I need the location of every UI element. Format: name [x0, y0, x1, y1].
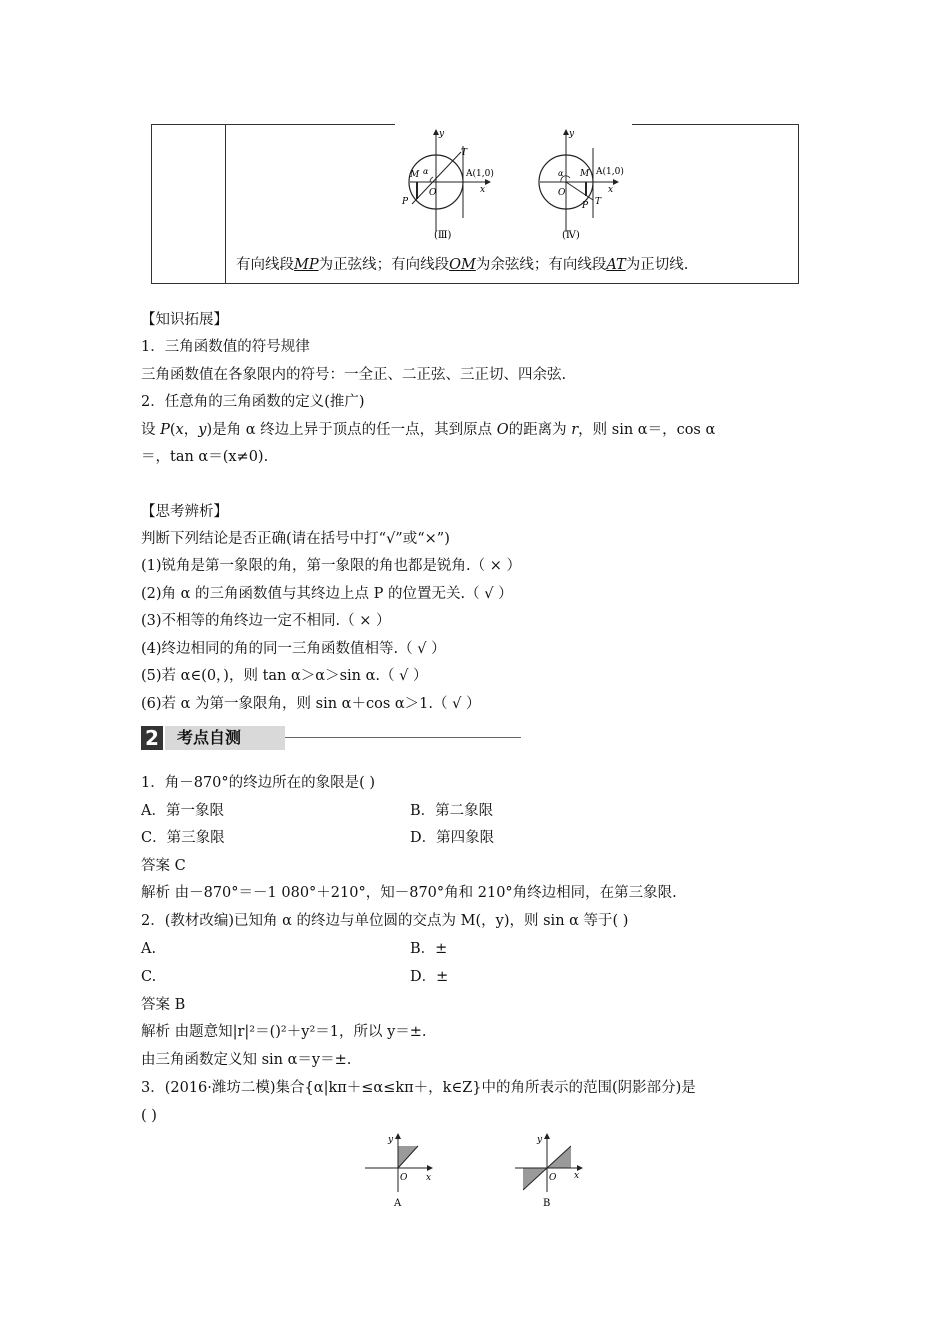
- q3-stem: 3．(2016·潍坊二模)集合{α|kπ＋≤α≤kπ＋，k∈Z}中的角所表示的范围(阴影部分)是: [141, 1080, 696, 1096]
- label-alpha: α: [558, 169, 564, 178]
- label-x: x: [608, 185, 614, 195]
- trig-line-definition: 有向线段MP为正弦线；有向线段OM为余弦线；有向线段AT为正切线.: [236, 257, 689, 273]
- label-T: T: [461, 148, 468, 158]
- section-rule: [285, 737, 521, 738]
- q2-explanation-1: 解析 由题意知|r|²＝()²＋y²＝1，所以 y＝±.: [141, 1024, 427, 1040]
- unit-circle-figures: [390, 126, 640, 244]
- ext-line-5: ＝，tan α＝(x≠0).: [141, 449, 269, 465]
- label-O: O: [558, 188, 566, 198]
- axis-x-label: x: [574, 1171, 580, 1181]
- label-A: A(1,0): [466, 169, 494, 179]
- q1-option-d: D．第四象限: [410, 830, 495, 846]
- axis-y-label: y: [388, 1135, 394, 1145]
- axis-y-label: y: [537, 1135, 543, 1145]
- section-title: 考点自测: [165, 726, 285, 750]
- q2-option-c: C.: [141, 969, 157, 985]
- q2-explanation-2: 由三角函数定义知 sin α＝y＝±.: [141, 1052, 352, 1068]
- think-item: (2)角 α 的三角函数值与其终边上点 P 的位置无关.（ √ ）: [141, 586, 513, 602]
- think-item: (5)若 α∈(0，)，则 tan α＞α＞sin α.（ √ ）: [141, 668, 428, 684]
- q1-answer: 答案 C: [141, 858, 186, 874]
- think-intro: 判断下列结论是否正确(请在括号中打“√”或“×”): [141, 531, 450, 547]
- q3-figure-a: [365, 1134, 432, 1209]
- think-heading: 【思考辨析】: [141, 504, 228, 520]
- section-number: 2: [141, 726, 163, 750]
- axis-x-label: x: [426, 1173, 432, 1183]
- table-border: [151, 124, 152, 284]
- table-border: [798, 124, 799, 284]
- figure-3-caption: (Ⅲ): [434, 230, 452, 241]
- label-M: M: [410, 170, 420, 180]
- q1-option-b: B．第二象限: [410, 803, 494, 819]
- ext-line-1: 1．三角函数值的符号规律: [141, 339, 310, 355]
- label-y: y: [569, 129, 575, 139]
- table-border: [151, 124, 395, 125]
- q1-explanation: 解析 由－870°＝－1 080°＋210°，知－870°角和 210°角终边相同，在第三象限.: [141, 885, 677, 901]
- q1-option-a: A．第一象限: [141, 803, 224, 819]
- table-border: [151, 283, 799, 284]
- axis-origin-label: O: [400, 1173, 408, 1183]
- q2-option-a: A.: [141, 941, 157, 957]
- label-A: A(1,0): [596, 167, 624, 177]
- think-item: (1)锐角是第一象限的角，第一象限的角也都是锐角.（ × ）: [141, 558, 522, 574]
- ext-heading: 【知识拓展】: [141, 312, 228, 328]
- label-alpha: α: [423, 167, 429, 176]
- label-T: T: [595, 197, 602, 207]
- q2-option-d: D．±: [410, 969, 449, 985]
- think-item: (3)不相等的角终边一定不相同.（ × ）: [141, 613, 391, 629]
- unit-circle-figure-3: [401, 129, 494, 241]
- think-item: (4)终边相同的角的同一三角函数值相等.（ √ ）: [141, 641, 446, 657]
- table-border: [632, 124, 799, 125]
- q3-figure-b: [515, 1134, 582, 1209]
- ext-line-4: 设 P(x，y)是角 α 终边上异于顶点的任一点，其到原点 O的距离为 r，则 sin α＝，cos α: [141, 422, 716, 438]
- q3-option-figures: [360, 1128, 590, 1212]
- think-item: (6)若 α 为第一象限角，则 sin α＋cos α＞1.（ √ ）: [141, 696, 481, 712]
- label-x: x: [480, 185, 486, 195]
- q3-paren: ( ): [141, 1108, 157, 1124]
- q2-stem: 2．(教材改编)已知角 α 的终边与单位圆的交点为 M(，y)，则 sin α 等于( ): [141, 913, 629, 929]
- q2-answer: 答案 B: [141, 997, 186, 1013]
- q1-option-c: C．第三象限: [141, 830, 225, 846]
- label-M: M: [580, 169, 590, 179]
- table-border: [225, 124, 226, 284]
- label-P: P: [402, 197, 409, 207]
- label-O: O: [429, 188, 437, 198]
- label-y: y: [439, 129, 445, 139]
- q1-stem: 1．角－870°的终边所在的象限是( ): [141, 775, 376, 791]
- label-P: P: [582, 201, 589, 211]
- q2-option-b: B．±: [410, 941, 448, 957]
- q3-figure-b-caption: B: [543, 1198, 551, 1209]
- ext-line-2: 三角函数值在各象限内的符号：一全正、二正弦、三正切、四余弦.: [141, 367, 567, 383]
- section-banner: [141, 726, 521, 750]
- unit-circle-figure-4: [539, 129, 624, 241]
- q3-figure-a-caption: A: [394, 1198, 402, 1209]
- axis-origin-label: O: [549, 1173, 557, 1183]
- ext-line-3: 2．任意角的三角函数的定义(推广): [141, 394, 365, 410]
- figure-4-caption: (Ⅳ): [562, 230, 580, 241]
